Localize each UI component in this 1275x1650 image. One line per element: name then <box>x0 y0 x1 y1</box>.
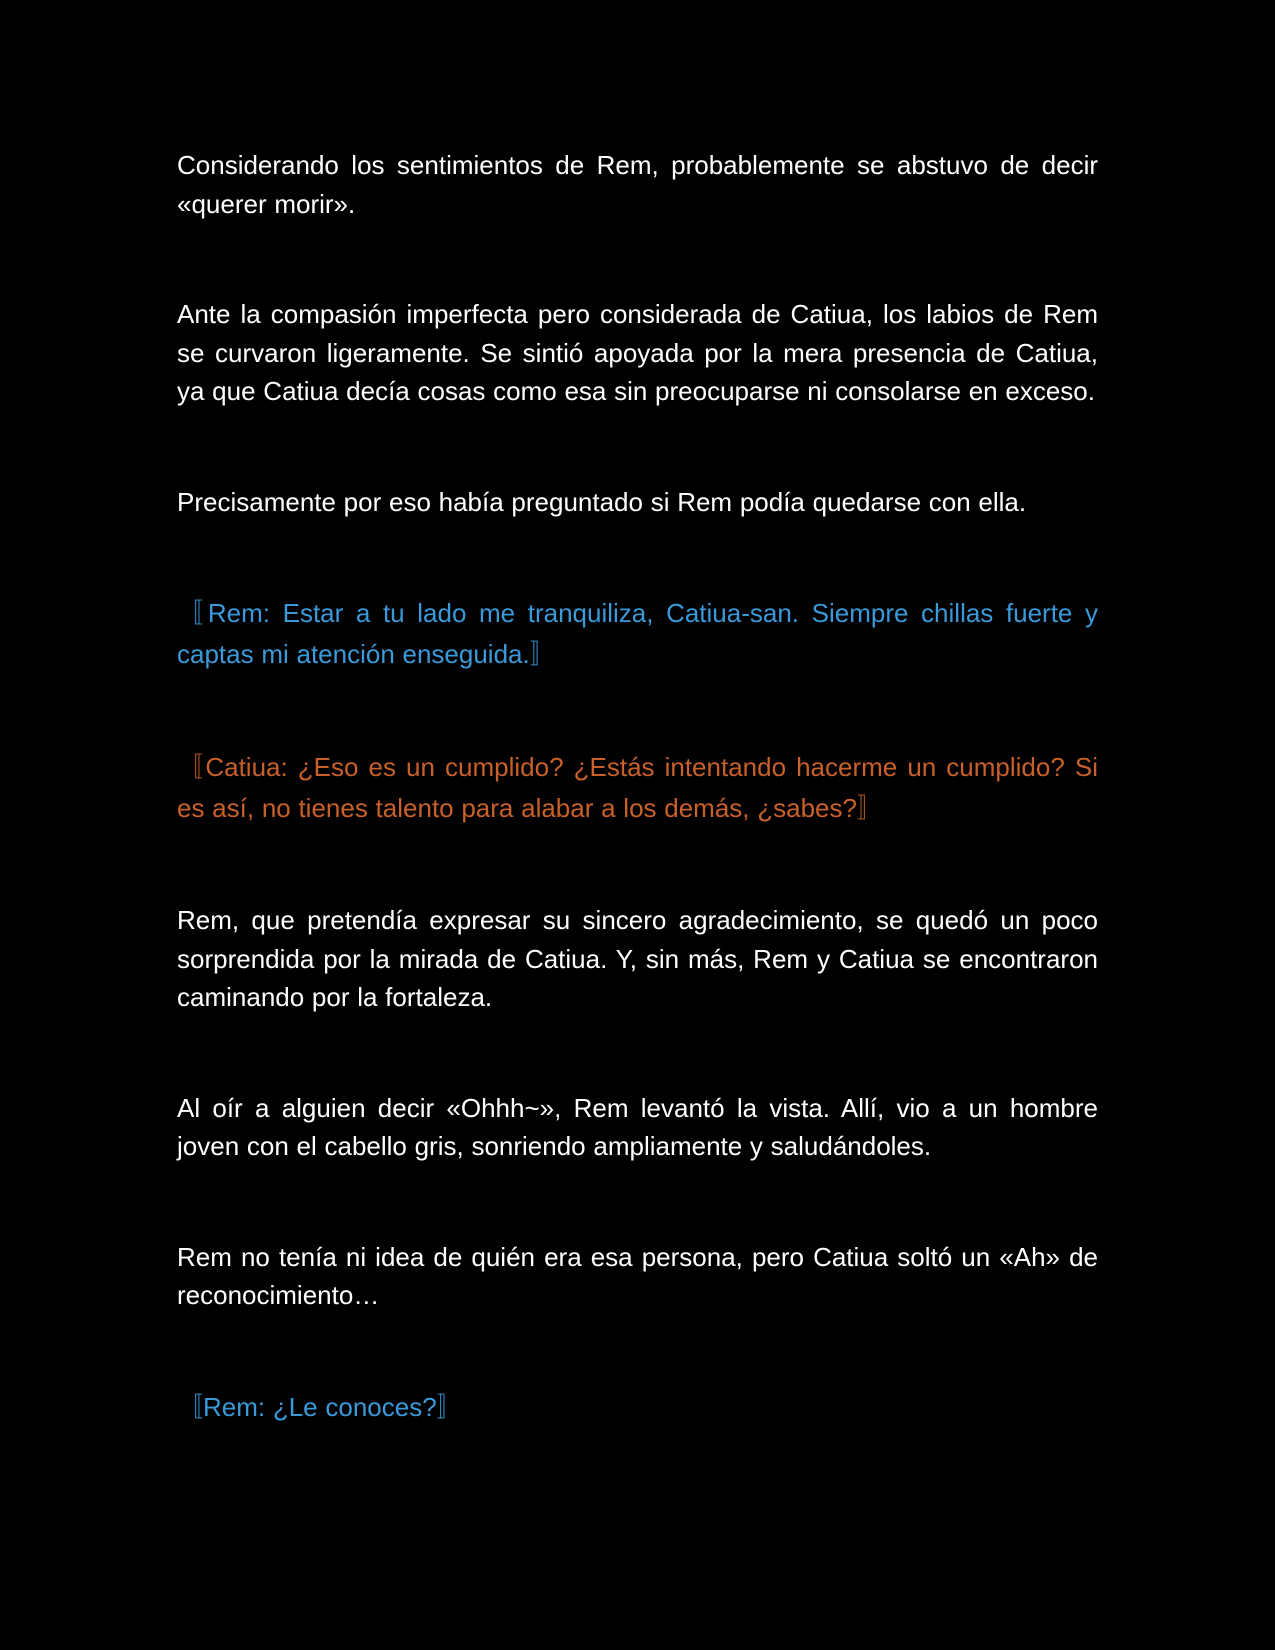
rem-dialogue: 〚Rem: ¿Le conoces?〛 <box>177 1391 463 1422</box>
narration-paragraph: Rem, que pretendía expresar su sincero agradecimiento, se quedó un poco sorprendida por la mirada de Catiua. Y, sin más, Rem y Catiua se encontraron caminando por la fortaleza. <box>177 905 1098 1012</box>
catiua-dialogue: 〚Catiua: ¿Eso es un cumplido? ¿Estás intentando hacerme un cumplido? Si es así, no tienes talento para alabar a los demás, ¿sabes?〛 <box>177 752 1098 823</box>
narration-paragraph: Precisamente por eso había preguntado si Rem podía quedarse con ella. <box>177 486 1027 517</box>
rem-dialogue: 〚Rem: Estar a tu lado me tranquiliza, Catiua-san. Siempre chillas fuerte y captas mi atención enseguida.〛 <box>177 598 1098 669</box>
narration-paragraph: Al oír a alguien decir «Ohhh~», Rem levantó la vista. Allí, vio a un hombre joven con el cabello gris, sonriendo ampliamente y saludándoles. <box>177 1092 1098 1161</box>
narration-paragraph: Considerando los sentimientos de Rem, probablemente se abstuvo de decir «querer morir». <box>177 150 1098 219</box>
narration-paragraph: Rem no tenía ni idea de quién era esa persona, pero Catiua soltó un «Ah» de reconocimiento… <box>177 1241 1098 1310</box>
narration-paragraph: Ante la compasión imperfecta pero considerada de Catiua, los labios de Rem se curvaron ligeramente. Se sintió apoyada por la mera presencia de Catiua, ya que Catiua decía cosas como esa sin preocuparse ni consolarse en exceso. <box>177 299 1098 406</box>
document-page <box>177 146 1098 1500</box>
